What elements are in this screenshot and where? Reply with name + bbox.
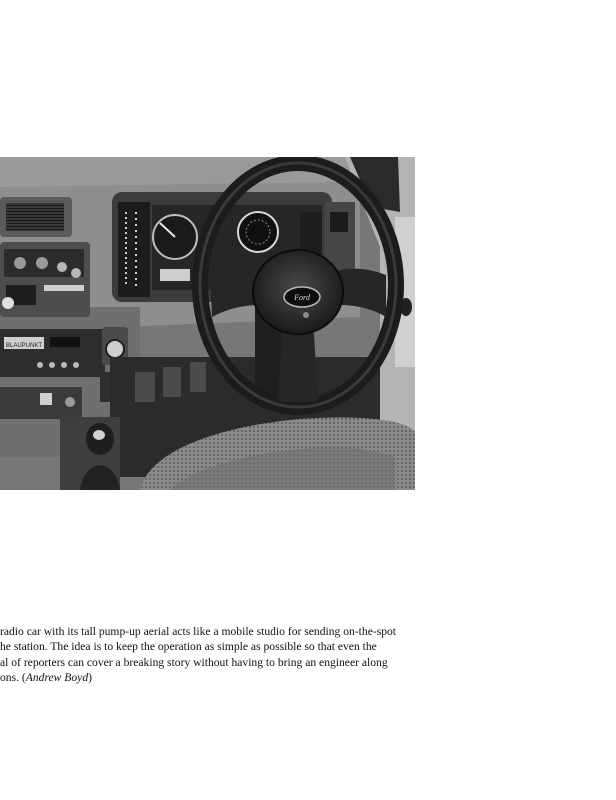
photo-credit: Andrew Boyd xyxy=(25,671,89,685)
car-interior-photo xyxy=(0,157,415,490)
caption-line-1: radio car with its tall pump-up aerial acts like a mobile studio for sending on-the-spot xyxy=(0,625,397,638)
caption-line-3: al of reporters can cover a breaking story without having to bring an engineer along xyxy=(0,655,388,669)
caption-line-4 xyxy=(0,670,430,685)
caption-line-2: he station. The idea is to keep the operation as simple as possible so that even the xyxy=(0,640,377,654)
photo-caption xyxy=(0,624,430,686)
caption-line-4-prefix: ons. ( xyxy=(0,671,26,685)
ford-emblem-text: Ford xyxy=(294,293,310,302)
caption-line-4-suffix: ) xyxy=(88,671,92,685)
radio-brand-label: BLAUPUNKT xyxy=(6,343,43,349)
